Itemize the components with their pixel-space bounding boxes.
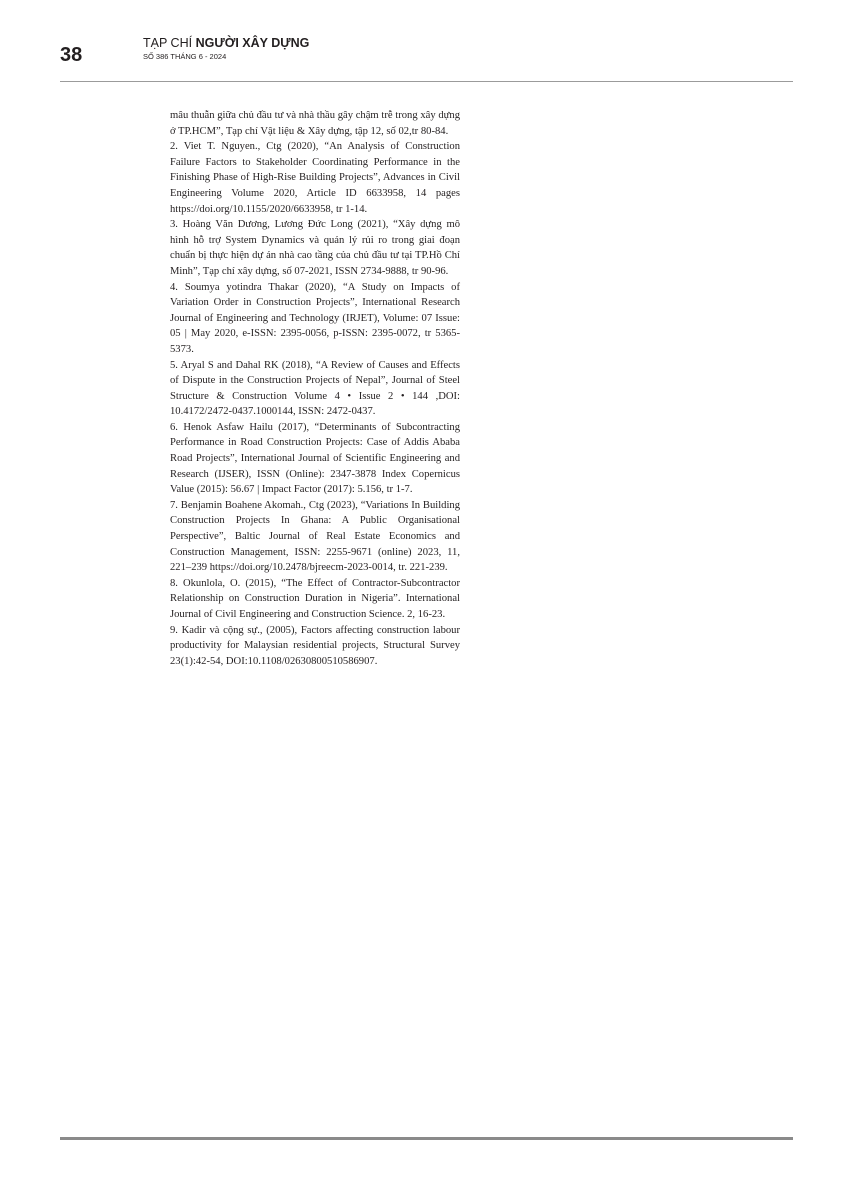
- reference-item: 2. Viet T. Nguyen., Ctg (2020), “An Analysis of Construction Failure Factors to Stakeholder Coordinating Performance in the Finishing Phase of High-Rise Building Projects”, Advances in Civil Engineering Volume 2020, Article ID 6633958, 14 pages https://doi.org/10.1155/2020/6633958, tr 1-14.: [170, 141, 460, 215]
- references-list: [170, 108, 460, 669]
- reference-item: 3. Hoàng Văn Dương, Lương Đức Long (2021), “Xây dựng mô hình hỗ trợ System Dynamics và quản lý rủi ro trong giai đoạn chuẩn bị thực hiện dự án nhà cao tầng của chủ đầu tư tại TP.Hồ Chí Minh”, Tạp chí xây dựng, số 07-2021, ISSN 2734-9888, tr 90-96.: [170, 219, 460, 277]
- header-rule: [60, 81, 793, 82]
- reference-item: 6. Henok Asfaw Hailu (2017), “Determinants of Subcontracting Performance in Road Construction Projects: Case of Addis Ababa Road Projects”, International Journal of Scientific Engineering and Research (IJSER), ISSN (Online): 2347-3878 Index Copernicus Value (2015): 56.67 | Impact Factor (2017): 5.156, tr 1-7.: [170, 421, 460, 496]
- reference-item: 5. Aryal S and Dahal RK (2018), “A Review of Causes and Effects of Dispute in the Construction Projects of Nepal”, Journal of Steel Structure & Construction Volume 4 • Issue 2 • 144 ,DOI: 10.4172/2472-0437.1000144, ISSN: 2472-0437.: [170, 359, 460, 418]
- page-number: 38: [60, 44, 83, 66]
- reference-item: 8. Okunlola, O. (2015), “The Effect of Contractor-Subcontractor Relationship on Construction Duration in Nigeria”. International Journal of Civil Engineering and Construction Science. 2, 16-23.: [170, 577, 460, 620]
- reference-item: mâu thuẫn giữa chủ đầu tư và nhà thầu gây chậm trễ trong xây dựng ở TP.HCM”, Tạp chí Vật liệu & Xây dựng, tập 12, số 02,tr 80-84.: [170, 110, 460, 137]
- footer-rule: [60, 1137, 793, 1140]
- reference-item: 9. Kadir và cộng sự., (2005), Factors affecting construction labour productivity for Malaysian residential projects, Structural Survey 23(1):42-54, DOI:10.1108/02630800510586907.: [170, 624, 460, 667]
- magazine-name: NGƯỜI XÂY DỰNG: [195, 36, 310, 50]
- magazine-prefix: TẠP CHÍ: [143, 36, 193, 50]
- reference-item: 4. Soumya yotindra Thakar (2020), “A Study on Impacts of Variation Order in Construction Projects”, International Research Journal of Engineering and Technology (IRJET), Volume: 07 Issue: 05 | May 2020, e-ISSN: 2395-0056, p-ISSN: 2395-0072, tr 5365-5373.: [170, 281, 460, 355]
- issue-line: SỐ 386 THÁNG 6 - 2024: [143, 52, 227, 61]
- reference-item: 7. Benjamin Boahene Akomah., Ctg (2023), “Variations In Building Construction Projects In Ghana: A Public Organisational Perspective”, Baltic Journal of Real Estate Economics and Construction Management, ISSN: 2255-9671 (online) 2023, 11, 221–239 https://doi.org/10.2478/bjreecm-2023-0014, tr. 221-239.: [170, 499, 460, 574]
- magazine-title: [143, 36, 309, 50]
